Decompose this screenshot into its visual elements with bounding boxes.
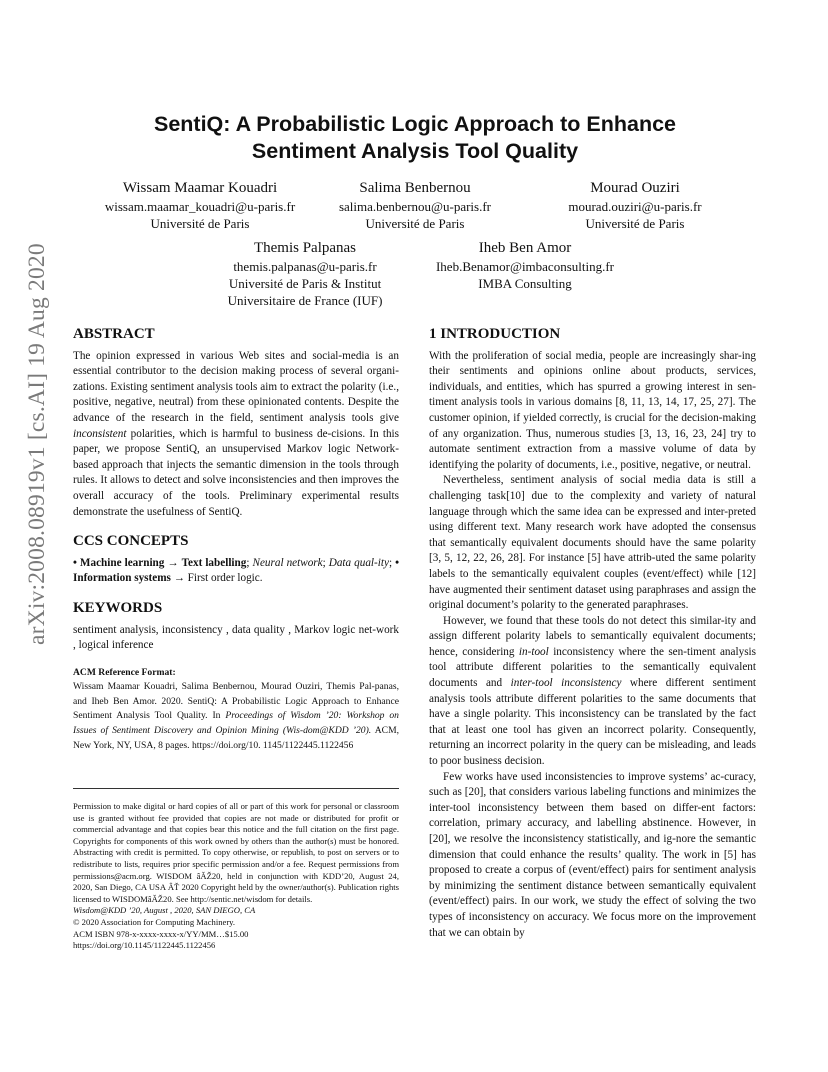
intro-text-part: inconsistency where the sen-timent analysis tool attribute different polarities to the semantically equivalent documents and <box>429 645 757 690</box>
footnote <box>73 801 399 952</box>
ccs-term: Text labelling <box>181 556 247 569</box>
author-email: wissam.maamar_kouadri@u-paris.fr <box>104 199 296 214</box>
arxiv-id: arXiv:2008.08919v1 [cs.AI] 19 Aug 2020 <box>24 243 50 645</box>
title-line-2: Sentiment Analysis Tool Quality <box>251 139 579 163</box>
author-block <box>520 178 750 232</box>
arxiv-stamp <box>4 243 50 645</box>
author-name: Themis Palpanas <box>253 240 357 256</box>
footnote-rule <box>73 788 399 789</box>
keywords-text: sentiment analysis, inconsistency , data quality , Markov logic net-work , logical inference <box>73 623 399 652</box>
author-affiliation: IMBA Consulting <box>478 276 572 291</box>
left-column <box>73 327 399 753</box>
ccs-term: Data qual-ity <box>328 556 389 569</box>
intro-text-part: However, we found that these tools do not detect this similar-ity and assign different polarity labels to semantically equivalent documents; hence, considering <box>429 614 756 658</box>
abstract-emphasis: inconsistent <box>73 427 127 440</box>
author-block <box>300 178 530 232</box>
ccs-concepts <box>73 556 399 587</box>
intro-text-part: where different sentiment analysis tools attribute different polarities to the same documents that have a single polarity. This inconsistency can be translated by the fact that at least one tool has given an incorrect polarity. Consequently, returning an incorrect polarity in the query can be misleading, and leads to poor business decision. <box>429 677 757 768</box>
author-block <box>85 178 315 232</box>
author-affiliation: Université de Paris & Institut <box>228 276 382 291</box>
acm-reference-heading: ACM Reference Format: <box>73 666 176 678</box>
keywords-heading: KEYWORDS <box>73 599 163 616</box>
permission-notice: Permission to make digital or hard copies of all or part of this work for personal or classroom use is granted without fee provided that copies are not made or distributed for profit or commercial advantage and that copies bear this notice and the full citation on the first page. Copyrights for components of this work owned by others than the author(s) must be honored. Abstracting with credit is permitted. To copy otherwise, or republish, to post on servers or to redistribute to lists, requires prior specific permission and/or a fee. Request permissions from permissions@acm.org. WISDOM âĂŽ20, held in conjunction with KDD’20, August 24, 2020, San Diego, CA USA ÂŤ 2020 Copyright held by the owner/author(s). Publication rights licensed to WISDOMâĂŽ20. See http://sentic.net/wisdom for details. <box>73 801 399 904</box>
arrow-icon: → <box>167 556 179 569</box>
intro-emphasis: in-tool <box>518 645 549 658</box>
intro-paragraph: Nevertheless, sentiment analysis of social media data is still a challenging task[10] due to the complexity and variety of natural language through which the same idea can be expressed and inter-preted using different text. Many research work have adopted the consensus that semantically equivalent documents should have the same polarity [3, 5, 12, 22, 26, 28]. For instance [5] have attrib-uted the same polarity labels to the semantically equivalent couples (event/effect) while [12] have augmented their sentiment dataset using paraphrases and assign the original document’s polarity to the generated paraphrases. <box>429 474 756 612</box>
isbn-line: ACM ISBN 978-x-xxxx-xxxx-x/YY/MM…$15.00 <box>73 928 249 939</box>
author-block <box>190 238 420 309</box>
intro-emphasis: inter-tool inconsistency <box>510 677 622 690</box>
intro-paragraph: With the proliferation of social media, people are increasingly shar-ing their sentiments and opinions online about products, services, individuals, and entities, which has spurred a growing interest in sen-timent analysis tools in various domains [8, 11, 13, 14, 17, 25, 27]. The customer opinion, if yielded correctly, is crucial for the decision-making of any organization. Thus, numerous studies [3, 13, 16, 23, 24] try to automate sentiment extraction from a massive volume of data by identifying the polarity of documents, i.e., positive, negative, or neutral. <box>429 349 756 471</box>
acm-reference-venue: Proceedings of Wisdom ’20: Workshop on Issues of Sentiment Discovery and Opinion Mining (Wis-dom@KDD ’20). <box>73 710 399 737</box>
copyright-line: © 2020 Association for Computing Machinery. <box>73 916 236 927</box>
acm-reference-text <box>73 680 399 753</box>
acm-reference <box>73 666 399 754</box>
ccs-separator: ; <box>388 556 393 569</box>
author-email: mourad.ouziri@u-paris.fr <box>568 199 702 214</box>
paper-title <box>90 111 740 165</box>
author-name: Wissam Maamar Kouadri <box>122 180 278 196</box>
abstract-text-part: polarities, which is harmful to business de-cisions. In this paper, we propose SentiQ, an unsupervised Markov logic Network-based approach that injects the semantic dimension in the tools through rules. It allows to detect and solve inconsistencies and then improves the overall accuracy of the tools. Preliminary experimental results demonstrate the usefulness of SentiQ. <box>73 427 400 518</box>
author-block <box>410 238 640 292</box>
author-email: Iheb.Benamor@imbaconsulting.fr <box>435 259 615 274</box>
arrow-icon: → <box>173 572 185 585</box>
ccs-separator: ; <box>246 556 250 569</box>
author-name: Iheb Ben Amor <box>478 240 572 256</box>
abstract-text-part: The opinion expressed in various Web sites and social-media is an essential contributor to the decision making process of several organi-zations. Existing sentiment analysis tools aim to extract the polarity (i.e., positive, negative, neutral) from these opinionated contents. Despite the advance of the research in the field, sentiment analysis tools give <box>73 349 399 424</box>
author-affiliation: Université de Paris <box>365 216 465 231</box>
author-affiliation: Université de Paris <box>150 216 250 231</box>
ccs-term: • Information systems <box>73 556 399 585</box>
doi-line: https://doi.org/10.1145/1122445.1122456 <box>73 940 216 951</box>
ccs-heading: CCS CONCEPTS <box>73 533 189 550</box>
section-heading: 1 INTRODUCTION <box>429 326 561 342</box>
abstract-heading: ABSTRACT <box>73 326 155 342</box>
right-column <box>429 327 756 941</box>
author-email: themis.palpanas@u-paris.fr <box>233 259 377 274</box>
author-name: Salima Benbernou <box>359 180 471 196</box>
author-name: Mourad Ouziri <box>590 180 680 196</box>
intro-paragraph <box>429 614 756 770</box>
author-affiliation-2: Universitaire de France (IUF) <box>227 293 383 308</box>
ccs-term: First order logic. <box>187 572 263 585</box>
author-email: salima.benbernou@u-paris.fr <box>338 199 492 214</box>
acm-reference-part: Wissam Maamar Kouadri, Salima Benbernou, Mourad Ouziri, Themis Pal-panas, and Iheb Ben Amor. 2020. SentiQ: A Probabilistic Logic Approach to Enhance Sentiment Analysis Tool Quality. In <box>73 681 399 722</box>
ccs-term: • Machine learning <box>73 556 165 569</box>
ccs-term: Neural network <box>252 556 323 569</box>
abstract-text <box>73 349 399 521</box>
ccs-separator: ; <box>322 556 326 569</box>
acm-reference-part: ACM, New York, NY, USA, 8 pages. https://doi.org/10. 1145/1122445.1122456 <box>73 725 400 751</box>
venue-line: Wisdom@KDD ’20, August , 2020, SAN DIEGO, CA <box>73 905 256 916</box>
title-line-1: SentiQ: A Probabilistic Logic Approach to Enhance <box>153 112 677 136</box>
intro-paragraph: Few works have used inconsistencies to improve systems’ ac-curacy, such as [20], that considers various labeling functions and minimizes the inter-tool inconsistency between them based on differ-ent factors: correlation, primary accuracy, and labelling abstinence. However, in [20], we resolve the inconsistency statistically, and ig-nore the semantic dimension that could enhance the results’ quality. The work in [5] has proposed to create a corpus of (event/effect) pairs for sentiment analysis by minimizing the sentiment distance between semantically equivalent (event/effect) pairs. In our work, we study the effect of solving the two types of inconsistency on accuracy. We focus more on the improvement that we can obtain by <box>429 770 756 939</box>
author-affiliation: Université de Paris <box>585 216 685 231</box>
